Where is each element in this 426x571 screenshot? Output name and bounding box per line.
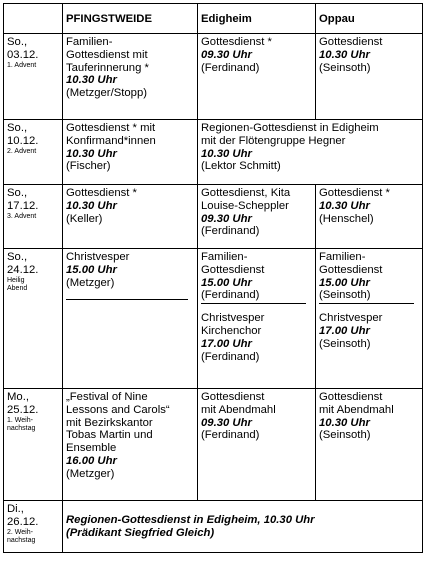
day-cell (4, 120, 63, 185)
date: 17.12. (7, 199, 39, 212)
day-note: 1. Weih- (7, 416, 33, 424)
day-note: 3. Advent (7, 212, 37, 220)
header-row (4, 4, 423, 34)
day-note: nachstag (7, 537, 36, 545)
service-line: Lessons and Carols“ (66, 403, 170, 416)
service-time: 09.30 Uhr (201, 212, 252, 225)
day-note: Abend (7, 285, 28, 293)
day-cell (4, 34, 63, 120)
service-line: Gottesdienst * mit (66, 122, 156, 134)
header-pfingstweide: PFINGSTWEIDE (63, 4, 198, 34)
service-leader: (Keller) (66, 212, 103, 225)
service-line: mit Abendmahl (319, 403, 394, 416)
service-line: Gottesdienst * (201, 36, 272, 48)
day-note: 1. Advent (7, 61, 37, 69)
day-cell (4, 185, 63, 249)
day-note: nachstag (7, 425, 36, 433)
service-line: Familien- (66, 36, 113, 48)
service-leader: (Ferdinand) (201, 350, 260, 363)
service-leader: (Metzger/Stopp) (66, 87, 147, 100)
day-cell (4, 501, 63, 553)
service-line: mit Bezirkskantor (66, 416, 153, 429)
divider-line (66, 299, 188, 300)
service-time: 10.30 Uhr (66, 147, 117, 160)
row-17-12 (4, 185, 423, 249)
regional-service-cell (63, 501, 423, 553)
row-26-12 (4, 501, 423, 553)
service-line: Gottesdienst (319, 36, 383, 48)
pfingstweide-cell (63, 185, 198, 249)
service-line: Gottesdienst mit (66, 48, 148, 61)
service-leader: (Seinsoth) (319, 429, 371, 442)
header-edigheim: Edigheim (198, 4, 316, 34)
service-leader: (Prädikant Siegfried Gleich) (66, 527, 215, 539)
service-time: 10.30 Uhr (319, 48, 370, 61)
weekday: Mo., (7, 391, 29, 403)
service-line: Konfirmand*innen (66, 134, 156, 147)
service-time: 15.00 Uhr (66, 263, 117, 276)
weekday: So., (7, 187, 28, 199)
service-line: Familien- (201, 251, 248, 263)
service-time: 15.00 Uhr (319, 276, 370, 289)
service-line: Tauferinnerung * (66, 61, 149, 74)
date: 26.12. (7, 515, 39, 528)
service-time: 09.30 Uhr (201, 48, 252, 61)
service-time: 10.30 Uhr (319, 416, 370, 429)
service-line: „Festival of Nine (66, 391, 148, 403)
service-line: Gottesdienst, Kita (201, 187, 291, 199)
service-leader: (Fischer) (66, 160, 111, 173)
date: 24.12. (7, 263, 39, 276)
service-leader: (Seinsoth) (319, 61, 371, 74)
service-line: Regionen-Gottesdienst in Edigheim (201, 122, 379, 134)
service-line: Gottesdienst (319, 263, 383, 276)
service-time: 15.00 Uhr (201, 276, 252, 289)
oppau-cell (316, 34, 423, 120)
header-corner (4, 4, 63, 34)
service-line: Familien- (319, 251, 366, 263)
service-line: Christvesper (66, 251, 130, 263)
regional-service-cell (198, 120, 423, 185)
service-time: 10.30 Uhr (66, 74, 117, 87)
service-line: Ensemble (66, 442, 117, 455)
oppau-cell (316, 389, 423, 501)
service-line: Regionen-Gottesdienst in Edigheim, 10.30 Uhr (66, 514, 315, 527)
header-oppau: Oppau (316, 4, 423, 34)
pfingstweide-cell (63, 120, 198, 185)
service-time: 10.30 Uhr (66, 199, 117, 212)
pfingstweide-cell (63, 34, 198, 120)
service-line: Christvesper (319, 312, 383, 325)
edigheim-cell (198, 249, 316, 389)
service-line: Louise-Scheppler (201, 199, 289, 212)
service-time: 17.00 Uhr (201, 337, 252, 350)
service-line: Gottesdienst * (319, 187, 390, 199)
service-line: Kirchenchor (201, 324, 262, 337)
weekday: So., (7, 36, 28, 48)
row-24-12 (4, 249, 423, 389)
oppau-cell (316, 249, 423, 389)
row-10-12 (4, 120, 423, 185)
day-note: Heilig (7, 276, 25, 284)
service-time: 09.30 Uhr (201, 416, 252, 429)
edigheim-cell (198, 185, 316, 249)
service-line: Gottesdienst * (66, 187, 137, 199)
service-time: 17.00 Uhr (319, 324, 370, 337)
service-leader: (Ferdinand) (201, 61, 260, 74)
service-line: Gottesdienst (201, 391, 265, 403)
day-cell (4, 389, 63, 501)
service-line: mit der Flötengruppe Hegner (201, 134, 346, 147)
day-note: 2. Weih- (7, 528, 33, 536)
service-time: 10.30 Uhr (319, 199, 370, 212)
edigheim-cell (198, 389, 316, 501)
weekday: So., (7, 122, 28, 134)
service-line: Tobas Martin und (66, 429, 153, 442)
day-note: 2. Advent (7, 147, 37, 155)
date: 03.12. (7, 48, 39, 61)
date: 25.12. (7, 403, 39, 416)
service-leader: (Ferdinand) (201, 225, 260, 238)
date: 10.12. (7, 134, 39, 147)
service-schedule-table (3, 3, 423, 553)
service-line: Gottesdienst (201, 263, 265, 276)
service-line: Christvesper (201, 312, 265, 325)
service-line: Gottesdienst (319, 391, 383, 403)
service-leader: (Metzger) (66, 276, 115, 289)
row-03-12 (4, 34, 423, 120)
service-leader: (Ferdinand) (201, 289, 260, 302)
divider-line (201, 303, 306, 304)
pfingstweide-cell (63, 389, 198, 501)
weekday: So., (7, 251, 28, 263)
service-line: mit Abendmahl (201, 403, 276, 416)
divider-line (319, 303, 414, 304)
row-25-12 (4, 389, 423, 501)
pfingstweide-cell (63, 249, 198, 389)
service-leader: (Seinsoth) (319, 289, 371, 302)
service-time: 10.30 Uhr (201, 147, 252, 160)
oppau-cell (316, 185, 423, 249)
edigheim-cell (198, 34, 316, 120)
service-time: 16.00 Uhr (66, 454, 117, 467)
weekday: Di., (7, 503, 24, 515)
service-leader: (Lektor Schmitt) (201, 160, 281, 173)
service-leader: (Seinsoth) (319, 337, 371, 350)
service-leader: (Ferdinand) (201, 429, 260, 442)
service-leader: (Metzger) (66, 467, 115, 480)
day-cell (4, 249, 63, 389)
service-leader: (Henschel) (319, 212, 374, 225)
